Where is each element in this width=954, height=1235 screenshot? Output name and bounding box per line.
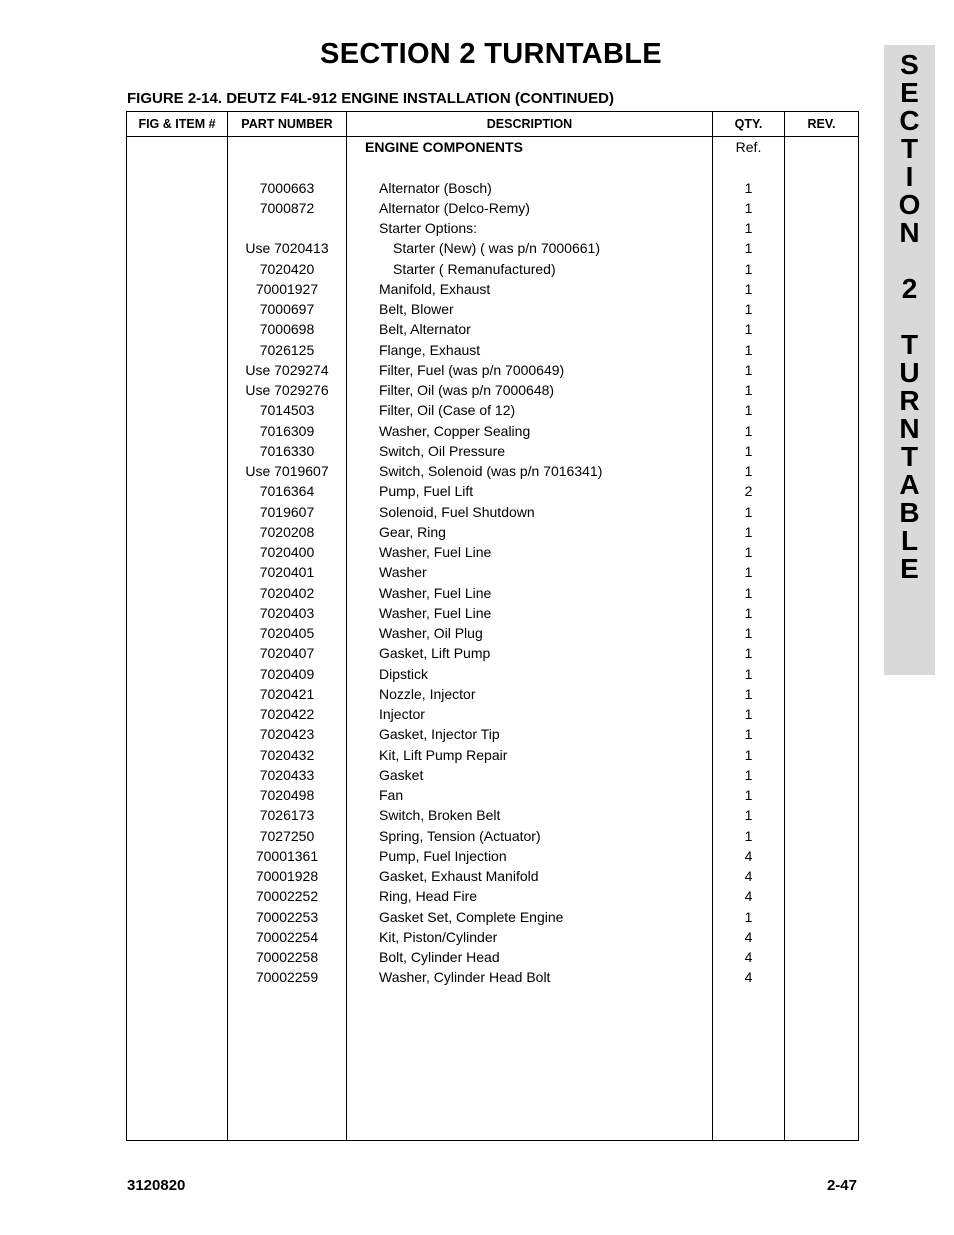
table-row bbox=[127, 664, 859, 684]
rev-cell bbox=[785, 238, 859, 258]
fig-item-cell bbox=[127, 299, 228, 319]
fig-item-cell bbox=[127, 481, 228, 501]
description-cell: Belt, Blower bbox=[347, 299, 713, 319]
description-cell: Washer, Fuel Line bbox=[347, 542, 713, 562]
table-row bbox=[127, 279, 859, 299]
part-number-cell: 7020403 bbox=[228, 603, 347, 623]
part-number-cell: 70002258 bbox=[228, 947, 347, 967]
parts-table-body bbox=[127, 137, 859, 1141]
fig-item-cell bbox=[127, 967, 228, 987]
qty-cell: 1 bbox=[713, 745, 785, 765]
rev-cell bbox=[785, 562, 859, 582]
qty-cell: 1 bbox=[713, 400, 785, 420]
qty-cell: 1 bbox=[713, 684, 785, 704]
part-number-cell: 7026173 bbox=[228, 805, 347, 825]
filler-cell bbox=[713, 988, 785, 1141]
table-row bbox=[127, 704, 859, 724]
description-cell: Switch, Oil Pressure bbox=[347, 441, 713, 461]
fig-item-cell bbox=[127, 461, 228, 481]
fig-item-cell bbox=[127, 279, 228, 299]
part-number-cell: 70001361 bbox=[228, 846, 347, 866]
fig-item-cell bbox=[127, 907, 228, 927]
fig-item-cell bbox=[127, 380, 228, 400]
table-row bbox=[127, 238, 859, 258]
fig-item-cell bbox=[127, 603, 228, 623]
qty-cell: 1 bbox=[713, 785, 785, 805]
description-cell: Filter, Oil (was p/n 7000648) bbox=[347, 380, 713, 400]
rev-cell bbox=[785, 279, 859, 299]
table-row bbox=[127, 643, 859, 663]
table-row bbox=[127, 947, 859, 967]
rev-cell bbox=[785, 826, 859, 846]
fig-item-cell bbox=[127, 724, 228, 744]
description-cell: Starter ( Remanufactured) bbox=[347, 259, 713, 279]
qty-cell: 4 bbox=[713, 886, 785, 906]
table-row bbox=[127, 198, 859, 218]
rev-cell bbox=[785, 502, 859, 522]
rev-cell bbox=[785, 886, 859, 906]
part-number-cell: 7020407 bbox=[228, 643, 347, 663]
part-number-cell: Use 7029276 bbox=[228, 380, 347, 400]
description-cell: Fan bbox=[347, 785, 713, 805]
fig-item-cell bbox=[127, 319, 228, 339]
qty-cell: 2 bbox=[713, 481, 785, 501]
part-number-cell: 70002253 bbox=[228, 907, 347, 927]
table-row bbox=[127, 178, 859, 198]
rev-cell bbox=[785, 967, 859, 987]
rev-cell bbox=[785, 319, 859, 339]
description-cell: Bolt, Cylinder Head bbox=[347, 947, 713, 967]
fig-item-cell bbox=[127, 643, 228, 663]
qty-cell: 1 bbox=[713, 724, 785, 744]
table-row bbox=[127, 400, 859, 420]
fig-item-cell bbox=[127, 522, 228, 542]
filler-cell bbox=[785, 988, 859, 1141]
table-row bbox=[127, 319, 859, 339]
part-number-cell: 7020432 bbox=[228, 745, 347, 765]
qty-cell: 1 bbox=[713, 562, 785, 582]
description-cell: Injector bbox=[347, 704, 713, 724]
rev-cell bbox=[785, 866, 859, 886]
description-cell: Washer bbox=[347, 562, 713, 582]
description-cell: Gear, Ring bbox=[347, 522, 713, 542]
fig-item-cell bbox=[127, 238, 228, 258]
part-number-cell: 70002252 bbox=[228, 886, 347, 906]
page-number: 2-47 bbox=[826, 1177, 857, 1194]
fig-item-cell bbox=[127, 947, 228, 967]
fig-item-cell bbox=[127, 583, 228, 603]
part-number-cell bbox=[228, 137, 347, 158]
rev-cell bbox=[785, 765, 859, 785]
qty-cell: 1 bbox=[713, 238, 785, 258]
rev-cell bbox=[785, 907, 859, 927]
description-cell: Washer, Fuel Line bbox=[347, 603, 713, 623]
qty-cell: 1 bbox=[713, 704, 785, 724]
rev-cell bbox=[785, 846, 859, 866]
part-number-cell: 7000663 bbox=[228, 178, 347, 198]
fig-item-cell bbox=[127, 178, 228, 198]
rev-cell bbox=[785, 400, 859, 420]
qty-cell: 1 bbox=[713, 664, 785, 684]
rev-cell bbox=[785, 805, 859, 825]
qty-cell: 1 bbox=[713, 502, 785, 522]
description-cell: Switch, Solenoid (was p/n 7016341) bbox=[347, 461, 713, 481]
qty-cell: 1 bbox=[713, 279, 785, 299]
rev-cell bbox=[785, 745, 859, 765]
rev-cell bbox=[785, 664, 859, 684]
fig-item-cell bbox=[127, 866, 228, 886]
description-cell: Kit, Lift Pump Repair bbox=[347, 745, 713, 765]
qty-cell: 1 bbox=[713, 340, 785, 360]
rev-cell bbox=[785, 340, 859, 360]
table-row bbox=[127, 522, 859, 542]
rev-cell bbox=[785, 178, 859, 198]
description-cell: Washer, Fuel Line bbox=[347, 583, 713, 603]
fig-item-cell bbox=[127, 562, 228, 582]
table-row bbox=[127, 927, 859, 947]
filler-cell bbox=[228, 988, 347, 1141]
description-cell: Gasket, Lift Pump bbox=[347, 643, 713, 663]
rev-cell bbox=[785, 623, 859, 643]
fig-item-cell bbox=[127, 542, 228, 562]
part-number-cell: 7020409 bbox=[228, 664, 347, 684]
table-row bbox=[127, 623, 859, 643]
description-cell: Filter, Fuel (was p/n 7000649) bbox=[347, 360, 713, 380]
table-row bbox=[127, 886, 859, 906]
qty-cell: 1 bbox=[713, 461, 785, 481]
table-row bbox=[127, 461, 859, 481]
section-side-tab bbox=[884, 45, 935, 675]
fig-item-cell bbox=[127, 340, 228, 360]
part-number-cell: Use 7029274 bbox=[228, 360, 347, 380]
part-number-cell: Use 7019607 bbox=[228, 461, 347, 481]
part-number-cell: 7020420 bbox=[228, 259, 347, 279]
part-number-cell: 7020401 bbox=[228, 562, 347, 582]
fig-item-cell bbox=[127, 765, 228, 785]
table-row bbox=[127, 421, 859, 441]
fig-item-cell bbox=[127, 218, 228, 238]
table-row bbox=[127, 745, 859, 765]
description-cell: Ring, Head Fire bbox=[347, 886, 713, 906]
document-number: 3120820 bbox=[127, 1177, 186, 1194]
qty-cell: 1 bbox=[713, 583, 785, 603]
qty-cell: 1 bbox=[713, 826, 785, 846]
qty-cell: 1 bbox=[713, 319, 785, 339]
table-row bbox=[127, 157, 859, 177]
table-row bbox=[127, 380, 859, 400]
page-title: SECTION 2 TURNTABLE bbox=[320, 38, 662, 70]
fig-item-cell bbox=[127, 157, 228, 177]
description-cell: Alternator (Bosch) bbox=[347, 178, 713, 198]
table-row bbox=[127, 360, 859, 380]
part-number-cell: 7020498 bbox=[228, 785, 347, 805]
rev-cell bbox=[785, 927, 859, 947]
column-header-qty: QTY. bbox=[713, 112, 785, 137]
fig-item-cell bbox=[127, 704, 228, 724]
qty-cell: 1 bbox=[713, 218, 785, 238]
qty-cell: 1 bbox=[713, 603, 785, 623]
table-row bbox=[127, 826, 859, 846]
rev-cell bbox=[785, 643, 859, 663]
description-cell: Nozzle, Injector bbox=[347, 684, 713, 704]
fig-item-cell bbox=[127, 684, 228, 704]
fig-item-cell bbox=[127, 400, 228, 420]
qty-cell: 1 bbox=[713, 299, 785, 319]
qty-cell: 4 bbox=[713, 846, 785, 866]
rev-cell bbox=[785, 421, 859, 441]
fig-item-cell bbox=[127, 805, 228, 825]
description-cell: Filter, Oil (Case of 12) bbox=[347, 400, 713, 420]
table-filler-row bbox=[127, 988, 859, 1141]
description-cell: Gasket, Exhaust Manifold bbox=[347, 866, 713, 886]
qty-cell: 4 bbox=[713, 947, 785, 967]
rev-cell bbox=[785, 218, 859, 238]
description-cell: Belt, Alternator bbox=[347, 319, 713, 339]
part-number-cell: 7020423 bbox=[228, 724, 347, 744]
description-cell: Washer, Oil Plug bbox=[347, 623, 713, 643]
part-number-cell: 7026125 bbox=[228, 340, 347, 360]
table-row bbox=[127, 542, 859, 562]
rev-cell bbox=[785, 704, 859, 724]
fig-item-cell bbox=[127, 826, 228, 846]
part-number-cell: 70002254 bbox=[228, 927, 347, 947]
part-number-cell: 7016364 bbox=[228, 481, 347, 501]
qty-cell: 1 bbox=[713, 522, 785, 542]
part-number-cell: 7027250 bbox=[228, 826, 347, 846]
parts-table-header-row bbox=[127, 112, 859, 137]
fig-item-cell bbox=[127, 785, 228, 805]
fig-item-cell bbox=[127, 502, 228, 522]
rev-cell bbox=[785, 522, 859, 542]
table-row bbox=[127, 340, 859, 360]
rev-cell bbox=[785, 441, 859, 461]
fig-item-cell bbox=[127, 360, 228, 380]
table-row bbox=[127, 481, 859, 501]
part-number-cell: 7020400 bbox=[228, 542, 347, 562]
qty-cell: 1 bbox=[713, 421, 785, 441]
qty-cell: 1 bbox=[713, 380, 785, 400]
part-number-cell: 70001927 bbox=[228, 279, 347, 299]
qty-cell: 1 bbox=[713, 765, 785, 785]
part-number-cell bbox=[228, 218, 347, 238]
qty-cell: 4 bbox=[713, 866, 785, 886]
table-row bbox=[127, 562, 859, 582]
fig-item-cell bbox=[127, 846, 228, 866]
table-row bbox=[127, 907, 859, 927]
fig-item-cell bbox=[127, 137, 228, 158]
rev-cell bbox=[785, 380, 859, 400]
description-cell bbox=[347, 157, 713, 177]
rev-cell bbox=[785, 299, 859, 319]
table-row bbox=[127, 441, 859, 461]
part-number-cell: 7020402 bbox=[228, 583, 347, 603]
fig-item-cell bbox=[127, 745, 228, 765]
qty-cell bbox=[713, 157, 785, 177]
part-number-cell: 7020405 bbox=[228, 623, 347, 643]
table-row bbox=[127, 502, 859, 522]
fig-item-cell bbox=[127, 927, 228, 947]
section-side-tab-label: S E C T I O N 2 T U R N T A B L E bbox=[898, 49, 921, 584]
part-number-cell: 7014503 bbox=[228, 400, 347, 420]
table-row bbox=[127, 724, 859, 744]
table-row bbox=[127, 583, 859, 603]
rev-cell bbox=[785, 684, 859, 704]
qty-cell: 4 bbox=[713, 927, 785, 947]
fig-item-cell bbox=[127, 623, 228, 643]
part-number-cell: 7000697 bbox=[228, 299, 347, 319]
description-cell: Gasket bbox=[347, 765, 713, 785]
description-cell: Switch, Broken Belt bbox=[347, 805, 713, 825]
description-cell: Kit, Piston/Cylinder bbox=[347, 927, 713, 947]
description-cell: Starter Options: bbox=[347, 218, 713, 238]
table-row bbox=[127, 299, 859, 319]
description-cell: Dipstick bbox=[347, 664, 713, 684]
column-header-fig-item: FIG & ITEM # bbox=[127, 112, 228, 137]
fig-item-cell bbox=[127, 198, 228, 218]
fig-item-cell bbox=[127, 886, 228, 906]
part-number-cell: 7000698 bbox=[228, 319, 347, 339]
figure-title: FIGURE 2-14. DEUTZ F4L-912 ENGINE INSTALLATION (CONTINUED) bbox=[127, 90, 614, 107]
qty-cell: 1 bbox=[713, 805, 785, 825]
table-row bbox=[127, 805, 859, 825]
rev-cell bbox=[785, 481, 859, 501]
table-row bbox=[127, 866, 859, 886]
description-cell: Starter (New) ( was p/n 7000661) bbox=[347, 238, 713, 258]
description-cell: Gasket, Injector Tip bbox=[347, 724, 713, 744]
part-number-cell: 7016309 bbox=[228, 421, 347, 441]
description-cell: ENGINE COMPONENTS bbox=[347, 137, 713, 158]
filler-cell bbox=[127, 988, 228, 1141]
table-row bbox=[127, 967, 859, 987]
qty-cell: 1 bbox=[713, 178, 785, 198]
qty-cell: 1 bbox=[713, 441, 785, 461]
column-header-rev: REV. bbox=[785, 112, 859, 137]
table-row bbox=[127, 603, 859, 623]
column-header-description: DESCRIPTION bbox=[347, 112, 713, 137]
parts-table bbox=[126, 111, 859, 1141]
fig-item-cell bbox=[127, 441, 228, 461]
part-number-cell: 7019607 bbox=[228, 502, 347, 522]
qty-cell: Ref. bbox=[713, 137, 785, 158]
table-row bbox=[127, 684, 859, 704]
part-number-cell: Use 7020413 bbox=[228, 238, 347, 258]
part-number-cell bbox=[228, 157, 347, 177]
rev-cell bbox=[785, 198, 859, 218]
qty-cell: 1 bbox=[713, 259, 785, 279]
description-cell: Pump, Fuel Injection bbox=[347, 846, 713, 866]
column-header-part-number: PART NUMBER bbox=[228, 112, 347, 137]
table-row bbox=[127, 765, 859, 785]
rev-cell bbox=[785, 724, 859, 744]
part-number-cell: 7000872 bbox=[228, 198, 347, 218]
description-cell: Washer, Cylinder Head Bolt bbox=[347, 967, 713, 987]
description-cell: Solenoid, Fuel Shutdown bbox=[347, 502, 713, 522]
rev-cell bbox=[785, 947, 859, 967]
qty-cell: 1 bbox=[713, 643, 785, 663]
rev-cell bbox=[785, 785, 859, 805]
qty-cell: 1 bbox=[713, 542, 785, 562]
filler-cell bbox=[347, 988, 713, 1141]
fig-item-cell bbox=[127, 259, 228, 279]
rev-cell bbox=[785, 157, 859, 177]
part-number-cell: 7020208 bbox=[228, 522, 347, 542]
description-cell: Gasket Set, Complete Engine bbox=[347, 907, 713, 927]
qty-cell: 1 bbox=[713, 198, 785, 218]
qty-cell: 1 bbox=[713, 360, 785, 380]
description-cell: Alternator (Delco-Remy) bbox=[347, 198, 713, 218]
description-cell: Spring, Tension (Actuator) bbox=[347, 826, 713, 846]
rev-cell bbox=[785, 542, 859, 562]
table-row bbox=[127, 137, 859, 158]
part-number-cell: 70002259 bbox=[228, 967, 347, 987]
table-row bbox=[127, 846, 859, 866]
table-row bbox=[127, 218, 859, 238]
rev-cell bbox=[785, 461, 859, 481]
qty-cell: 1 bbox=[713, 623, 785, 643]
part-number-cell: 7016330 bbox=[228, 441, 347, 461]
qty-cell: 4 bbox=[713, 967, 785, 987]
part-number-cell: 7020422 bbox=[228, 704, 347, 724]
part-number-cell: 7020421 bbox=[228, 684, 347, 704]
table-row bbox=[127, 259, 859, 279]
rev-cell bbox=[785, 603, 859, 623]
rev-cell bbox=[785, 259, 859, 279]
fig-item-cell bbox=[127, 664, 228, 684]
part-number-cell: 70001928 bbox=[228, 866, 347, 886]
rev-cell bbox=[785, 137, 859, 158]
fig-item-cell bbox=[127, 421, 228, 441]
description-cell: Pump, Fuel Lift bbox=[347, 481, 713, 501]
rev-cell bbox=[785, 583, 859, 603]
description-cell: Manifold, Exhaust bbox=[347, 279, 713, 299]
description-cell: Washer, Copper Sealing bbox=[347, 421, 713, 441]
qty-cell: 1 bbox=[713, 907, 785, 927]
rev-cell bbox=[785, 360, 859, 380]
table-row bbox=[127, 785, 859, 805]
description-cell: Flange, Exhaust bbox=[347, 340, 713, 360]
part-number-cell: 7020433 bbox=[228, 765, 347, 785]
